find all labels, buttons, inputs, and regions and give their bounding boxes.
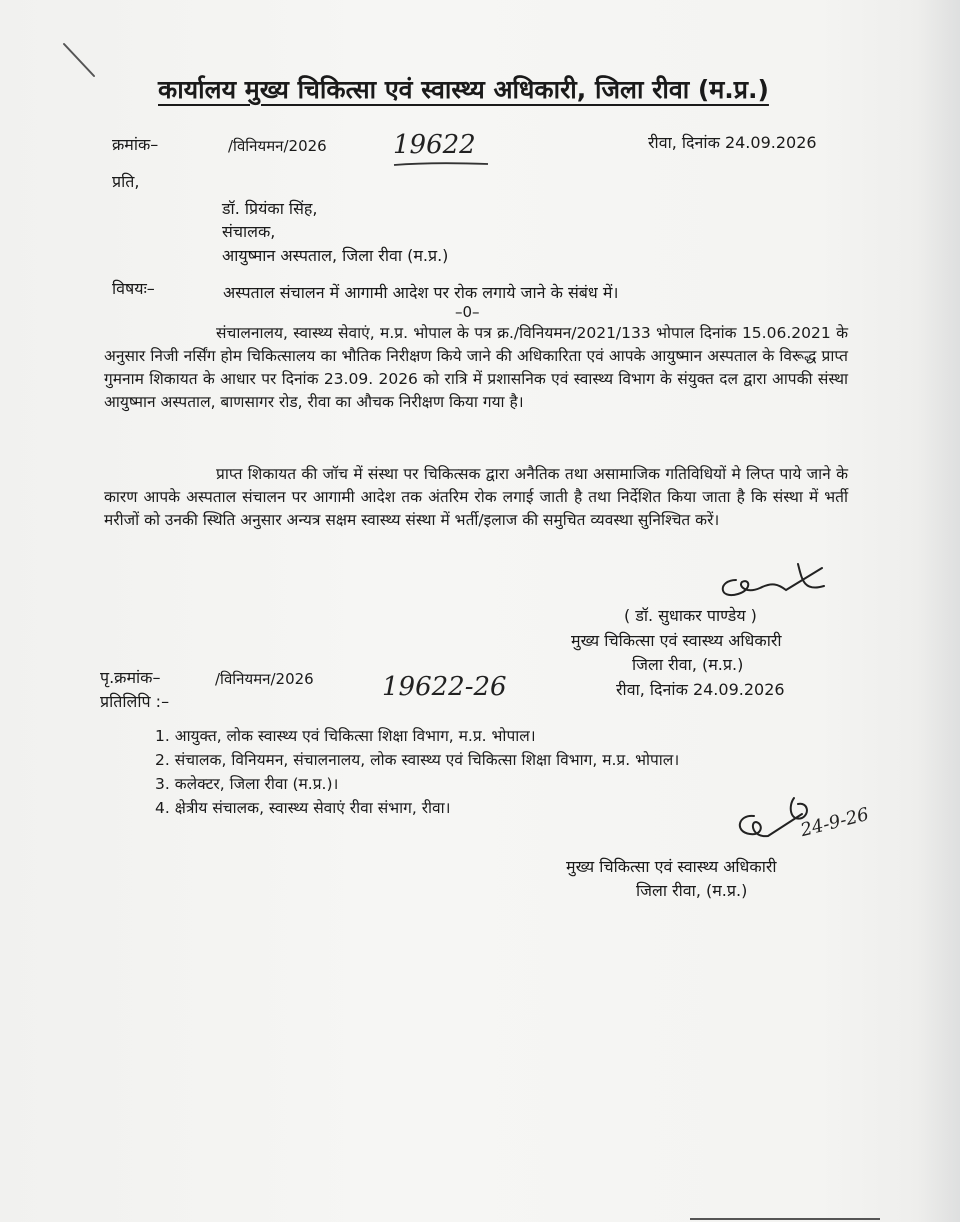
ref-number-underline [392, 160, 492, 168]
signatory-designation: मुख्य चिकित्सा एवं स्वास्थ्य अधिकारी [571, 631, 782, 650]
copy-label: प्रतिलिपि :– [100, 692, 170, 711]
subject-text: अस्पताल संचालन में आगामी आदेश पर रोक लगाये जाने के संबंध में। [223, 283, 619, 302]
endorsement-place-date: रीवा, दिनांक 24.09.2026 [616, 680, 785, 699]
recipient-address: आयुष्मान अस्पताल, जिला रीवा (म.प्र.) [222, 246, 449, 265]
signatory-district: जिला रीवा, (म.प्र.) [632, 655, 744, 674]
recipient-designation: संचालक, [222, 222, 276, 241]
body-paragraph-1: संचालनालय, स्वास्थ्य सेवाएं, म.प्र. भोपाल के पत्र क्र./विनियमन/2021/133 भोपाल दिनांक 15.06.2021 के अनुसार निजी नर्सिंग होम चिकित्सालय का भौतिक निरीक्षण किये जाने की अधिकारिता एवं आपके आयुष्मान अस्पताल के विरूद्ध प्राप्त गुमनाम शिकायत के आधार पर दिनांक 23.09. 2026 को रात्रि में प्रशासनिक एवं स्वास्थ्य विभाग के संयुक्त दल द्वारा आपकी संस्था आयुष्मान अस्पताल, बाणसागर रोड, रीवा का औचक निरीक्षण किया गया है। [104, 324, 848, 411]
copy-list [155, 724, 679, 820]
subject-label: विषयः– [112, 279, 155, 298]
bottom-edge-line [690, 1218, 880, 1220]
endorsement-ref-prefix: /विनियमन/2026 [215, 670, 314, 688]
to-label: प्रति, [112, 172, 140, 191]
signature-mark [712, 560, 832, 608]
body-paragraph-2: प्राप्त शिकायत की जॉच में संस्था पर चिकित्सक द्वारा अनैतिक तथा असामाजिक गतिविधियों मे लिप्त पाये जाने के कारण आपके अस्पताल संचालन पर आगामी आदेश तक अंतरिम रोक लगाई जाती है तथा निर्देशित किया जाता है कि संस्था में भर्ती मरीजों को उनकी स्थिति अनुसार अन्यत्र सक्षम स्वास्थ्य संस्था में भर्ती/इलाज की समुचित व्यवस्था सुनिश्चित करें। [104, 465, 848, 529]
scratch-mark [62, 42, 102, 82]
list-item: 4. क्षेत्रीय संचालक, स्वास्थ्य सेवाएं रीवा संभाग, रीवा। [155, 799, 451, 817]
endorsement-handwritten-number: 19622-26 [382, 672, 507, 702]
ref-handwritten-number: 19622 [393, 130, 476, 160]
ref-prefix: /विनियमन/2026 [228, 137, 327, 155]
recipient-name: डॉ. प्रियंका सिंह, [222, 199, 318, 218]
endorsement-ref-label: पृ.क्रमांक– [100, 668, 161, 687]
place-date: रीवा, दिनांक 24.09.2026 [648, 133, 817, 152]
endorsement-district: जिला रीवा, (म.प्र.) [636, 881, 748, 900]
signatory-name: ( डॉ. सुधाकर पाण्डेय ) [624, 606, 757, 625]
separator: –0– [455, 303, 480, 321]
office-heading: कार्यालय मुख्य चिकित्सा एवं स्वास्थ्य अधिकारी, जिला रीवा (म.प्र.) [158, 75, 769, 104]
list-item: 1. आयुक्त, लोक स्वास्थ्य एवं चिकित्सा शिक्षा विभाग, म.प्र. भोपाल। [155, 727, 536, 745]
handwritten-date: 24-9-26 [798, 803, 871, 842]
endorsement-designation: मुख्य चिकित्सा एवं स्वास्थ्य अधिकारी [566, 857, 777, 876]
list-item: 3. कलेक्टर, जिला रीवा (म.प्र.)। [155, 775, 339, 793]
page-edge-shadow [916, 0, 960, 1222]
list-item: 2. संचालक, विनियमन, संचालनालय, लोक स्वास्थ्य एवं चिकित्सा शिक्षा विभाग, म.प्र. भोपाल। [155, 751, 680, 769]
ref-label: क्रमांक– [112, 135, 159, 154]
